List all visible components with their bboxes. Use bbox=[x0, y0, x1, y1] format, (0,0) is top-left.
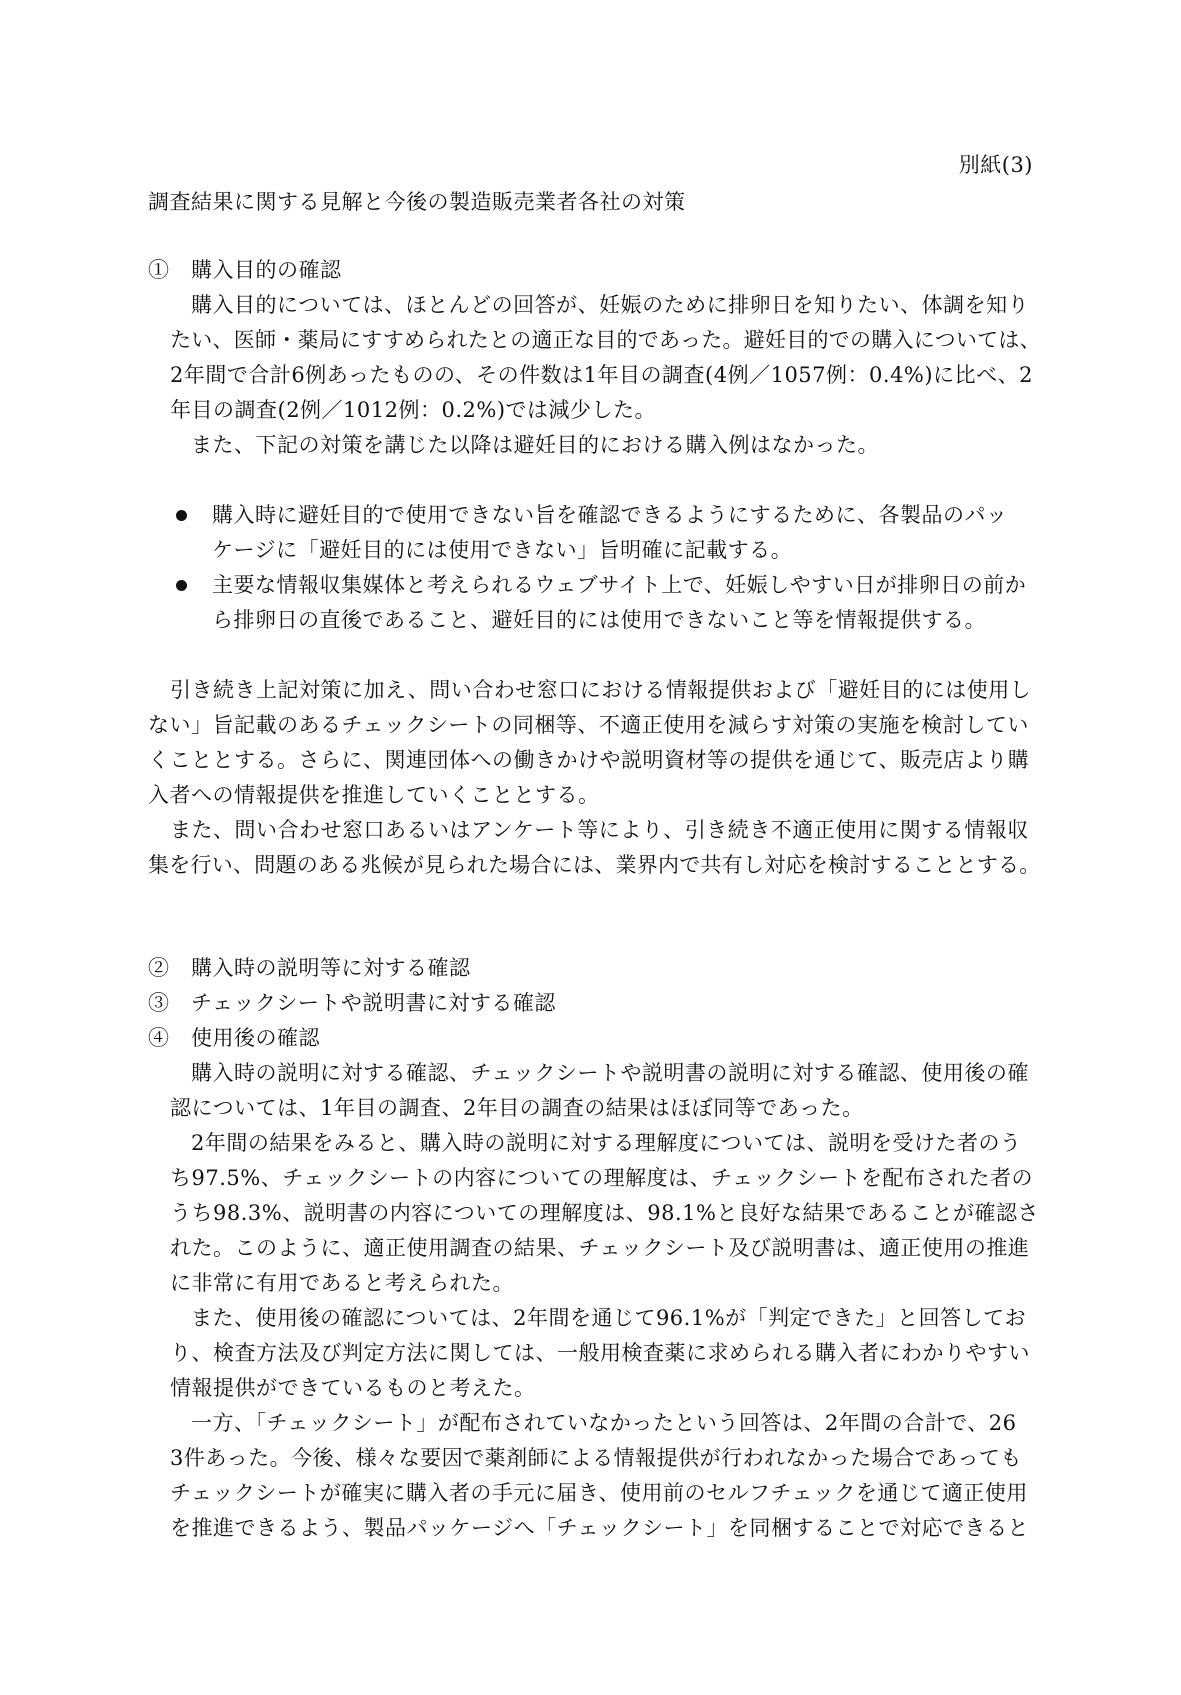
section1-para3-line4: 入者への情報提供を推進していくこととする。 bbox=[148, 783, 600, 807]
section234-para4-line2: 3件あった。今後、様々な要因で薬剤師による情報提供が行われなかった場合であっても bbox=[170, 1446, 1022, 1470]
section1-bullet1-line2: ケージに「避妊目的には使用できない」旨明確に記載する。 bbox=[212, 538, 793, 562]
section1-para1-line4: 年目の調査(2例／1012例：0.2%)では減少した。 bbox=[170, 398, 657, 422]
section1-para3-line1: 引き続き上記対策に加え、問い合わせ窓口における情報提供および「避妊目的には使用し bbox=[170, 678, 1032, 702]
section234-para3-line1: また、使用後の確認については、2年間を通じて96.1%が「判定できた」と回答してお bbox=[191, 1306, 1027, 1330]
section1-para1-line2: たい、医師・薬局にすすめられたとの適正な目的であった。避妊目的での購入については、 bbox=[170, 328, 1041, 352]
section4-heading: ④ 使用後の確認 bbox=[148, 1026, 320, 1050]
document-title: 調査結果に関する見解と今後の製造販売業者各社の対策 bbox=[148, 190, 686, 214]
section1-bullet2-line2: ら排卵日の直後であること、避妊目的には使用できないこと等を情報提供する。 bbox=[212, 608, 986, 632]
section234-para2-line1: 2年間の結果をみると、購入時の説明に対する理解度については、説明を受けた者のう bbox=[191, 1131, 1022, 1155]
section1-para4-line1: また、問い合わせ窓口あるいはアンケート等により、引き続き不適正使用に関する情報収 bbox=[170, 818, 1029, 842]
bullet-dot-icon bbox=[176, 510, 187, 521]
section234-para2-line3: うち98.3%、説明書の内容についての理解度は、98.1%と良好な結果であることが確認さ bbox=[170, 1201, 1040, 1225]
section1-bullet1-line1: 購入時に避妊目的で使用できない旨を確認できるようにするために、各製品のパッ bbox=[212, 503, 1008, 527]
section1-bullet2-line1: 主要な情報収集媒体と考えられるウェブサイト上で、妊娠しやすい日が排卵日の前か bbox=[212, 573, 1027, 597]
section234-para2-line2: ち97.5%、チェックシートの内容についての理解度は、チェックシートを配布された者の bbox=[170, 1166, 1034, 1190]
bullet-dot-icon bbox=[176, 580, 187, 591]
section234-para4-line1: 一方、「チェックシート」が配布されていなかったという回答は、2年間の合計で、26 bbox=[191, 1411, 1017, 1435]
section234-para3-line2: り、検査方法及び判定方法に関しては、一般用検査薬に求められる購入者にわかりやすい bbox=[170, 1341, 1030, 1365]
section234-para2-line4: れた。このように、適正使用調査の結果、チェックシート及び説明書は、適正使用の推進 bbox=[170, 1236, 1030, 1260]
section3-heading: ③ チェックシートや説明書に対する確認 bbox=[148, 991, 556, 1015]
section1-heading: ① 購入目的の確認 bbox=[148, 258, 342, 282]
section1-para1-line1: 購入目的については、ほとんどの回答が、妊娠のために排卵日を知りたい、体調を知り bbox=[191, 293, 1030, 317]
section1-para4-line2: 集を行い、問題のある兆候が見られた場合には、業界内で共有し対応を検討することとする。 bbox=[148, 853, 1041, 877]
section2-heading: ② 購入時の説明等に対する確認 bbox=[148, 956, 471, 980]
section234-para3-line3: 情報提供ができているものと考えた。 bbox=[170, 1376, 536, 1400]
section234-para1-line1: 購入時の説明に対する確認、チェックシートや説明書の説明に対する確認、使用後の確 bbox=[191, 1061, 1029, 1085]
section234-para4-line4: を推進できるよう、製品パッケージへ「チェックシート」を同梱することで対応できると bbox=[170, 1516, 1029, 1540]
section1-para1-line3: 2年間で合計6例あったものの、その件数は1年目の調査(4例／1057例：0.4%)に比べ、2 bbox=[170, 363, 1033, 387]
section1-para2: また、下記の対策を講じた以降は避妊目的における購入例はなかった。 bbox=[191, 433, 879, 457]
section234-para2-line5: に非常に有用であると考えられた。 bbox=[170, 1271, 514, 1295]
section234-para1-line2: 認については、1年目の調査、2年目の調査の結果はほぼ同等であった。 bbox=[170, 1096, 864, 1120]
section1-para3-line3: くこととする。さらに、関連団体への働きかけや説明資材等の提供を通じて、販売店より購 bbox=[148, 748, 1030, 772]
section1-para3-line2: ない」旨記載のあるチェックシートの同梱等、不適正使用を減らす対策の実施を検討してい bbox=[148, 713, 1029, 737]
section234-para4-line3: チェックシートが確実に購入者の手元に届き、使用前のセルフチェックを通じて適正使用 bbox=[170, 1481, 1028, 1505]
annex-label: 別紙(3) bbox=[958, 153, 1033, 177]
